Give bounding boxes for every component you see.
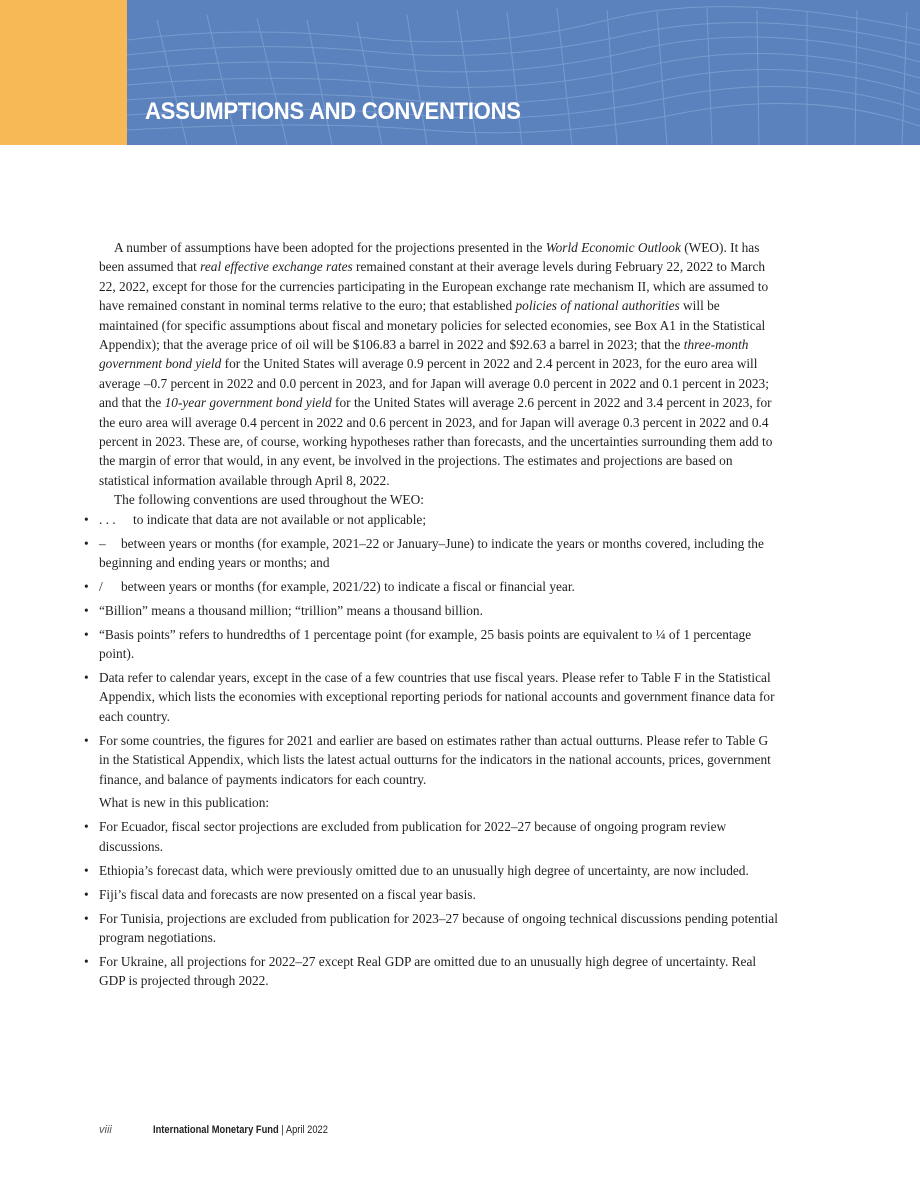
- accent-block: [0, 0, 127, 145]
- list-item: • For some countries, the figures for 2021 and earlier are based on estimates rather than actual outturns. Please refer to Table G in the Statistical Appendix, which lists the latest actual outturns for the indicators in the national accounts, prices, government finance, and balance of payments indicators for each country.: [84, 732, 771, 787]
- list-item: • Fiji’s fiscal data and forecasts are now presented on a fiscal year basis.: [84, 886, 476, 902]
- publication-info: International Monetary Fund | April 2022: [153, 1124, 328, 1136]
- conventions-list: [84, 510, 779, 789]
- whats-new-list: [84, 817, 779, 990]
- list-item: • For Ukraine, all projections for 2022–27 except Real GDP are omitted due to an unusually high degree of uncertainty. Real GDP is projected through 2022.: [84, 953, 757, 989]
- page-number: viii: [99, 1124, 112, 1136]
- list-item: • – between years or months (for example, 2021–22 or January–June) to indicate the years or months covered, including the beginning and ending years or months; and: [84, 535, 764, 570]
- section-title: ASSUMPTIONS AND CONVENTIONS: [145, 98, 521, 125]
- intro-paragraph: A number of assumptions have been adopted for the projections presented in the World Economic Outlook (WEO). It has been assumed that real effective exchange rates remained constant at their average levels during February 22, 2022 to March 22, 2022, except for those for the currencies participating in the European exchange rate mechanism II, which are assumed to have remained constant in nominal terms relative to the euro; that established policies of national authorities will be maintained (for specific assumptions about fiscal and monetary policies for selected economies, see Box A1 in the Statistical Appendix); that the average price of oil will be $106.83 a barrel in 2022 and $92.63 a barrel in 2023; that the three-month government bond yield for the United States will average 0.9 percent in 2022 and 2.4 percent in 2023, for the euro area will average –0.7 percent in 2022 and 0.0 percent in 2023, and for Japan will average 0.0 percent in 2022 and 0.1 percent in 2023; and that the 10-year government bond yield for the United States will average 2.6 percent in 2022 and 3.4 percent in 2023, for the euro area will average 0.4 percent in 2022 and 0.6 percent in 2023, and for Japan will average 0.3 percent in 2022 and 0.4 percent in 2023. These are, of course, working hypotheses rather than forecasts, and the uncertainties surrounding them add to the margin of error that would, in any event, be involved in the projections. The estimates and projections are based on statistical information available through April 8, 2022.: [99, 240, 773, 488]
- list-item: • For Tunisia, projections are excluded from publication for 2023–27 because of ongoing technical discussions pending potential program negotiations.: [84, 910, 778, 945]
- list-item: • / between years or months (for example, 2021/22) to indicate a fiscal or financial year.: [84, 578, 575, 594]
- whats-new-heading: What is new in this publication:: [99, 795, 270, 811]
- list-item: • For Ecuador, fiscal sector projections are excluded from publication for 2022–27 because of ongoing program review discussions.: [84, 819, 727, 854]
- list-item: • “Billion” means a thousand million; “trillion” means a thousand billion.: [84, 602, 483, 618]
- list-item: • Data refer to calendar years, except in the case of a few countries that use fiscal years. Please refer to Table F in the Statistical Appendix, which lists the economies with exceptional reporting periods for national accounts and government finance data for each country.: [84, 670, 775, 724]
- list-item: • . . . to indicate that data are not available or not applicable;: [84, 511, 427, 527]
- list-item: • “Basis points” refers to hundredths of 1 percentage point (for example, 25 basis points are equivalent to ¼ of 1 percentage point).: [84, 626, 752, 662]
- header-band: [0, 0, 920, 145]
- conventions-intro: The following conventions are used throughout the WEO:: [114, 492, 424, 508]
- list-item: • Ethiopia’s forecast data, which were previously omitted due to an unusually high degree of uncertainty, are now included.: [84, 862, 749, 878]
- main-content: [84, 238, 779, 995]
